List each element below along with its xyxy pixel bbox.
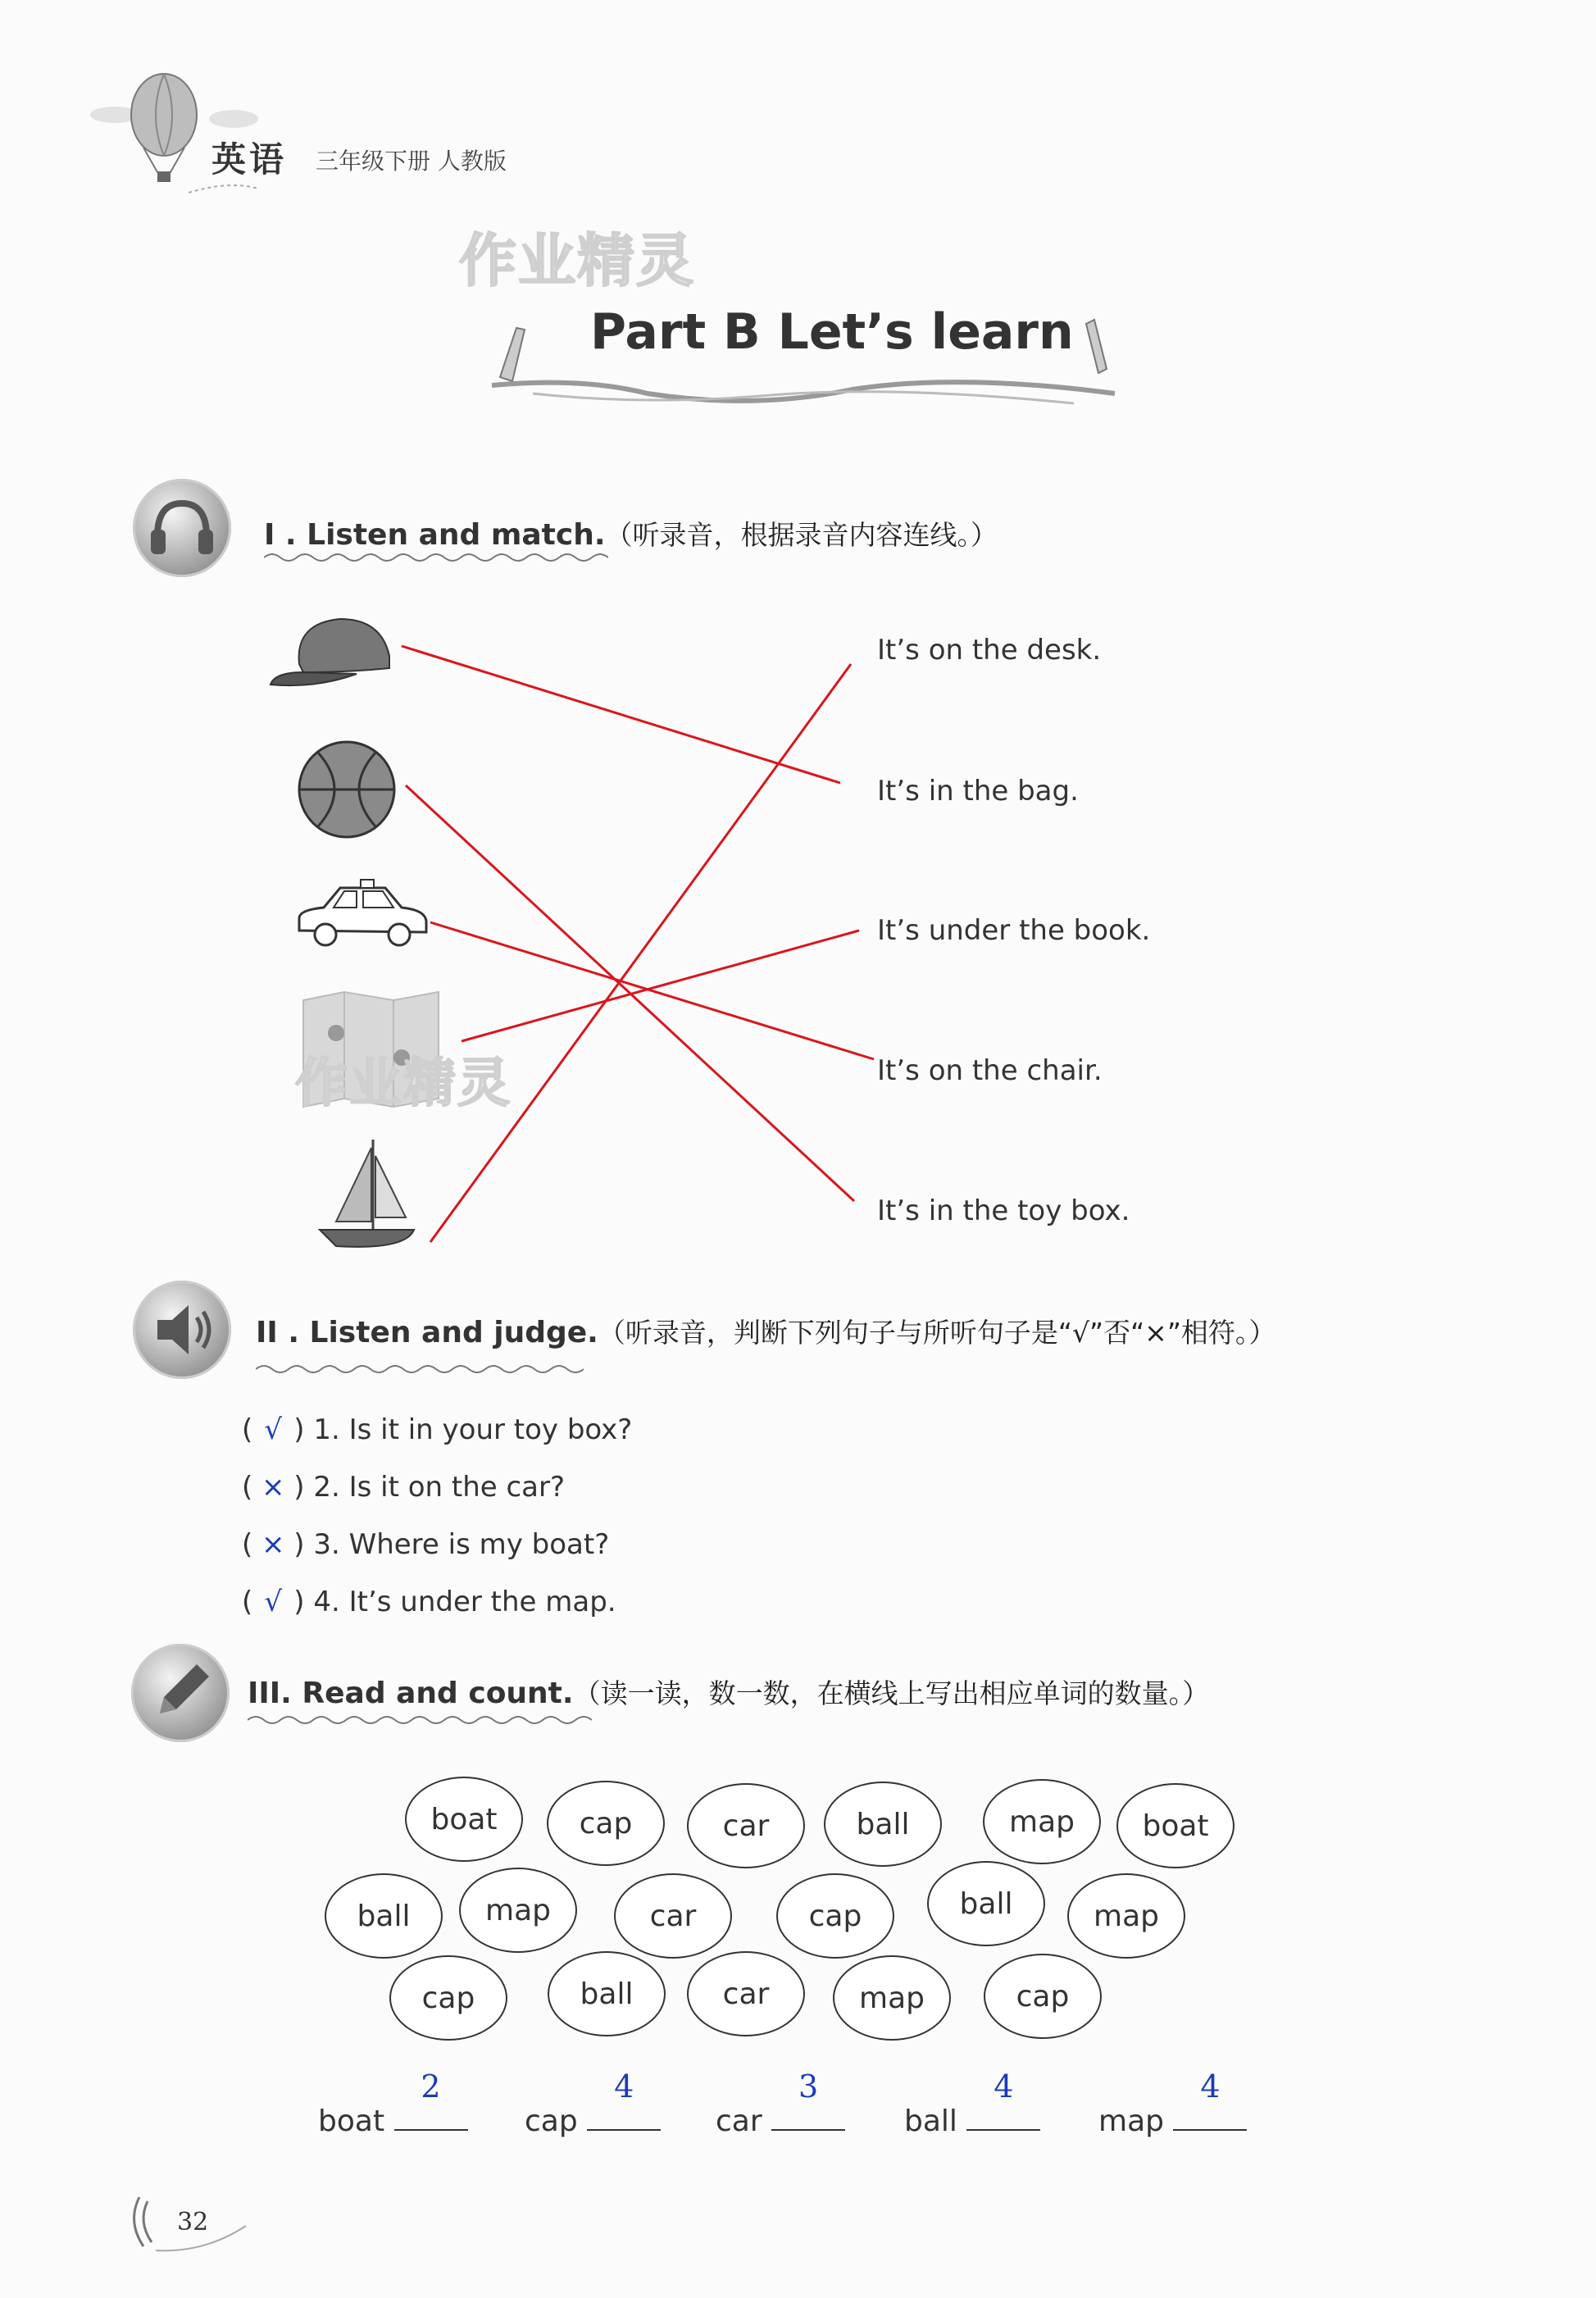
judge-answer: ×	[261, 1471, 285, 1504]
count-answer: 4	[1200, 2068, 1221, 2105]
word-oval: ball	[927, 1861, 1045, 1946]
judge-item: ( × ) 2. Is it on the car?	[242, 1471, 566, 1504]
subject-title: 英语	[211, 139, 288, 180]
count-answer: 4	[614, 2068, 634, 2105]
match-sentence: It’s under the book.	[877, 914, 1151, 947]
count-blank	[394, 2068, 468, 2131]
judge-answer: ×	[261, 1528, 285, 1561]
count-word: ball	[904, 2105, 957, 2138]
word-oval: cap	[776, 1873, 894, 1959]
section1-instruction: （听录音，根据录音内容连线。）	[605, 519, 998, 551]
count-item	[904, 2068, 1040, 2138]
word-oval: boat	[1116, 1783, 1235, 1868]
match-sentence: It’s on the desk.	[877, 634, 1102, 667]
word-oval: map	[459, 1868, 577, 1953]
match-sentence: It’s in the toy box.	[877, 1195, 1130, 1227]
match-line	[430, 664, 851, 1242]
section3-instruction: （读一读，数一数，在横线上写出相应单词的数量。）	[573, 1677, 1210, 1709]
match-line	[462, 931, 859, 1041]
judge-answer: √	[264, 1413, 283, 1446]
section2-underline	[256, 1363, 584, 1376]
count-word: car	[716, 2105, 762, 2138]
page-number: 32	[177, 2208, 209, 2237]
count-blank	[771, 2068, 845, 2131]
judge-question: 2. Is it on the car?	[313, 1471, 566, 1504]
word-oval: car	[614, 1873, 732, 1959]
count-answer: 2	[421, 2068, 441, 2105]
match-sentence: It’s on the chair.	[877, 1054, 1103, 1087]
word-oval: car	[687, 1783, 805, 1868]
section2-instruction: （听录音，判断下列句子与所听句子是“√”否“×”相符。）	[598, 1317, 1276, 1349]
count-blank	[587, 2068, 661, 2131]
count-item	[716, 2068, 845, 2138]
judge-question: 4. It’s under the map.	[313, 1586, 616, 1618]
word-oval: cap	[389, 1955, 507, 2041]
section1-title-text: I . Listen and match.	[264, 518, 606, 552]
word-oval: cap	[547, 1781, 665, 1866]
word-oval: map	[1067, 1873, 1185, 1959]
speaker-icon	[133, 1281, 231, 1379]
count-item	[318, 2068, 468, 2138]
part-title: Part B Let’s learn	[590, 303, 1074, 361]
section2-title	[256, 1312, 1275, 1350]
count-word: map	[1098, 2105, 1164, 2138]
section2-title-text: II . Listen and judge.	[256, 1316, 598, 1349]
section3-underline	[248, 1713, 592, 1727]
word-oval: map	[983, 1779, 1101, 1864]
judge-question: 1. Is it in your toy box?	[313, 1413, 633, 1446]
word-oval: map	[833, 1955, 951, 2041]
judge-item: ( × ) 3. Where is my boat?	[242, 1528, 610, 1561]
match-sentence: It’s in the bag.	[877, 775, 1079, 808]
judge-item: ( √ ) 4. It’s under the map.	[242, 1586, 616, 1618]
match-line	[430, 922, 874, 1059]
word-oval: cap	[984, 1954, 1102, 2039]
word-oval: boat	[405, 1777, 523, 1862]
word-oval: ball	[548, 1951, 666, 2036]
section3-title-text: III. Read and count.	[248, 1677, 574, 1710]
judge-answer: √	[264, 1586, 283, 1618]
judge-question: 3. Where is my boat?	[313, 1528, 610, 1561]
count-item	[525, 2068, 661, 2138]
word-oval: ball	[824, 1782, 942, 1867]
match-line	[402, 646, 840, 783]
count-blank	[966, 2068, 1040, 2131]
count-answer: 4	[994, 2068, 1014, 2105]
word-oval: car	[687, 1951, 805, 2036]
count-blank	[1173, 2068, 1247, 2131]
judge-item: ( √ ) 1. Is it in your toy box?	[242, 1413, 633, 1446]
word-oval: ball	[325, 1873, 443, 1959]
count-item	[1098, 2068, 1247, 2138]
grade-label: 三年级下册 人教版	[316, 148, 507, 175]
count-word: cap	[525, 2105, 578, 2138]
pencil-icon	[131, 1644, 230, 1742]
count-answer: 3	[798, 2068, 819, 2105]
count-word: boat	[318, 2105, 385, 2138]
section3-title	[248, 1672, 1209, 1711]
watermark-top: 作业精灵	[459, 227, 695, 294]
watermark-middle: 作业精灵	[295, 1053, 512, 1114]
